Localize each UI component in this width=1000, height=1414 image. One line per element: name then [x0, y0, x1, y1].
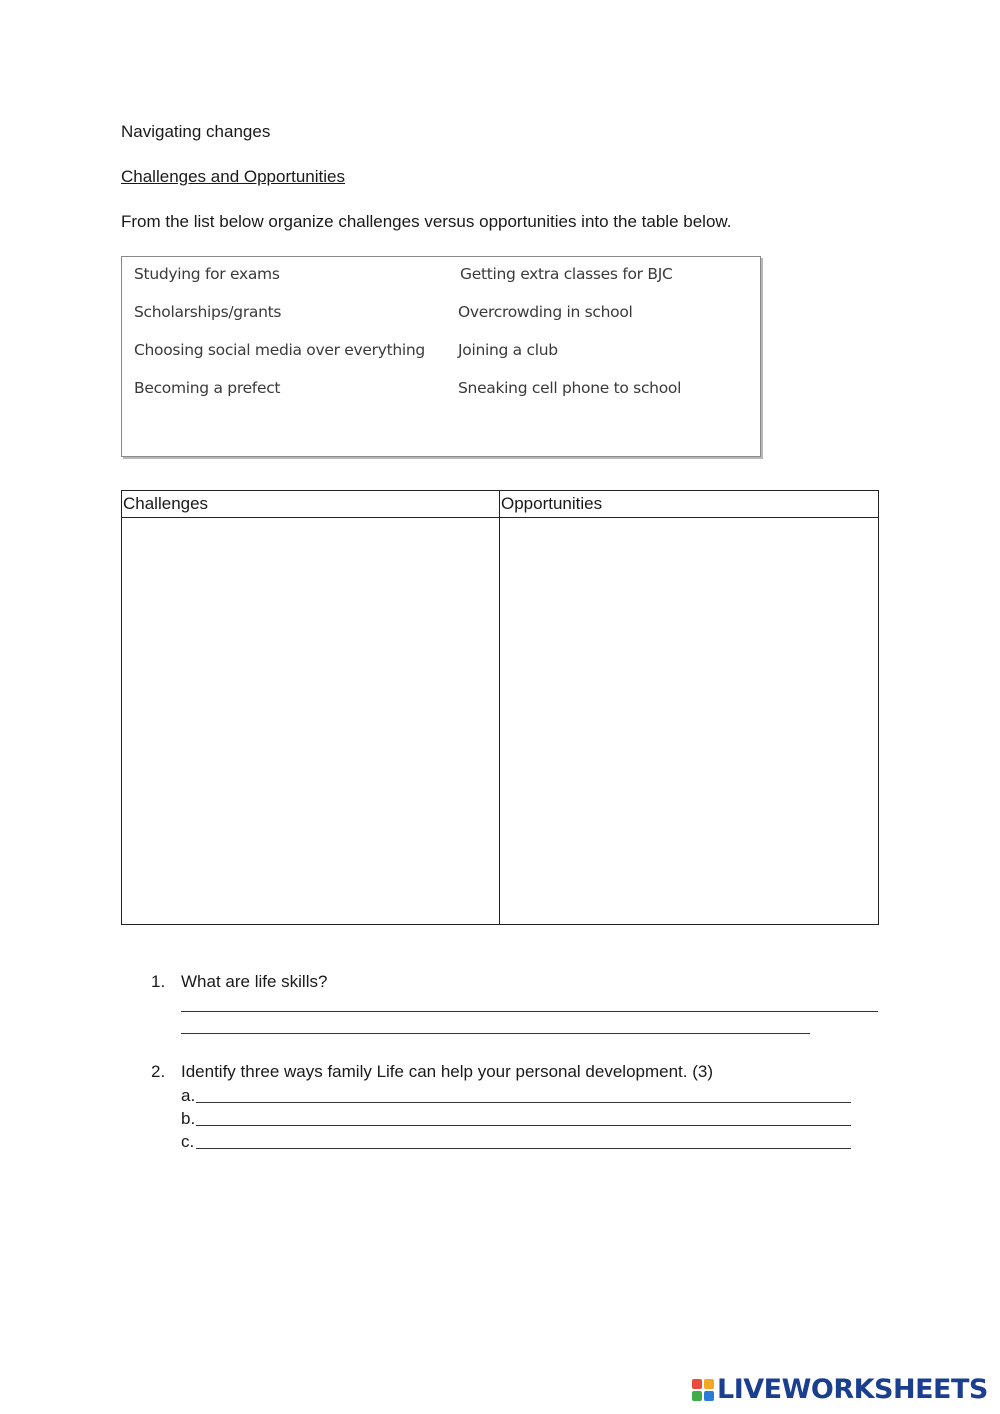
word-bank-box	[121, 256, 761, 457]
question-number: 1.	[151, 972, 166, 991]
liveworksheets-logo-icon	[692, 1379, 714, 1401]
challenges-header: Challenges	[123, 494, 209, 513]
word-bank-item[interactable]: Choosing social media over everything	[134, 341, 425, 359]
instruction-text: From the list below organize challenges versus opportunities into the table below.	[121, 212, 732, 231]
answer-line[interactable]	[181, 1011, 878, 1012]
answer-line[interactable]	[181, 1033, 810, 1034]
opportunities-drop-zone[interactable]	[500, 518, 878, 924]
liveworksheets-logo	[692, 1374, 988, 1406]
question-number: 2.	[151, 1062, 166, 1081]
answer-line-b[interactable]	[196, 1125, 851, 1126]
sort-table	[121, 490, 879, 925]
challenges-drop-zone[interactable]	[122, 518, 499, 924]
word-bank-item[interactable]: Scholarships/grants	[134, 303, 282, 321]
word-bank-item[interactable]: Getting extra classes for BJC	[460, 265, 673, 283]
opportunities-header: Opportunities	[501, 494, 603, 513]
logo-text: LIVEWORKSHEETS	[717, 1374, 988, 1405]
worksheet-subtitle: Challenges and Opportunities	[121, 167, 345, 186]
answer-line-c[interactable]	[196, 1148, 851, 1149]
word-bank-item[interactable]: Overcrowding in school	[458, 303, 633, 321]
word-bank-item[interactable]: Joining a club	[458, 341, 558, 359]
word-bank-item[interactable]: Studying for exams	[134, 265, 280, 283]
worksheet-title: Navigating changes	[121, 122, 271, 141]
option-label-c: c.	[181, 1132, 195, 1151]
question-text: What are life skills?	[181, 972, 328, 991]
option-label-a: a.	[181, 1086, 196, 1105]
option-label-b: b.	[181, 1109, 196, 1128]
word-bank-item[interactable]: Becoming a prefect	[134, 379, 281, 397]
answer-line-a[interactable]	[196, 1102, 851, 1103]
word-bank-item[interactable]: Sneaking cell phone to school	[458, 379, 682, 397]
question-text: Identify three ways family Life can help your personal development. (3)	[181, 1062, 713, 1081]
